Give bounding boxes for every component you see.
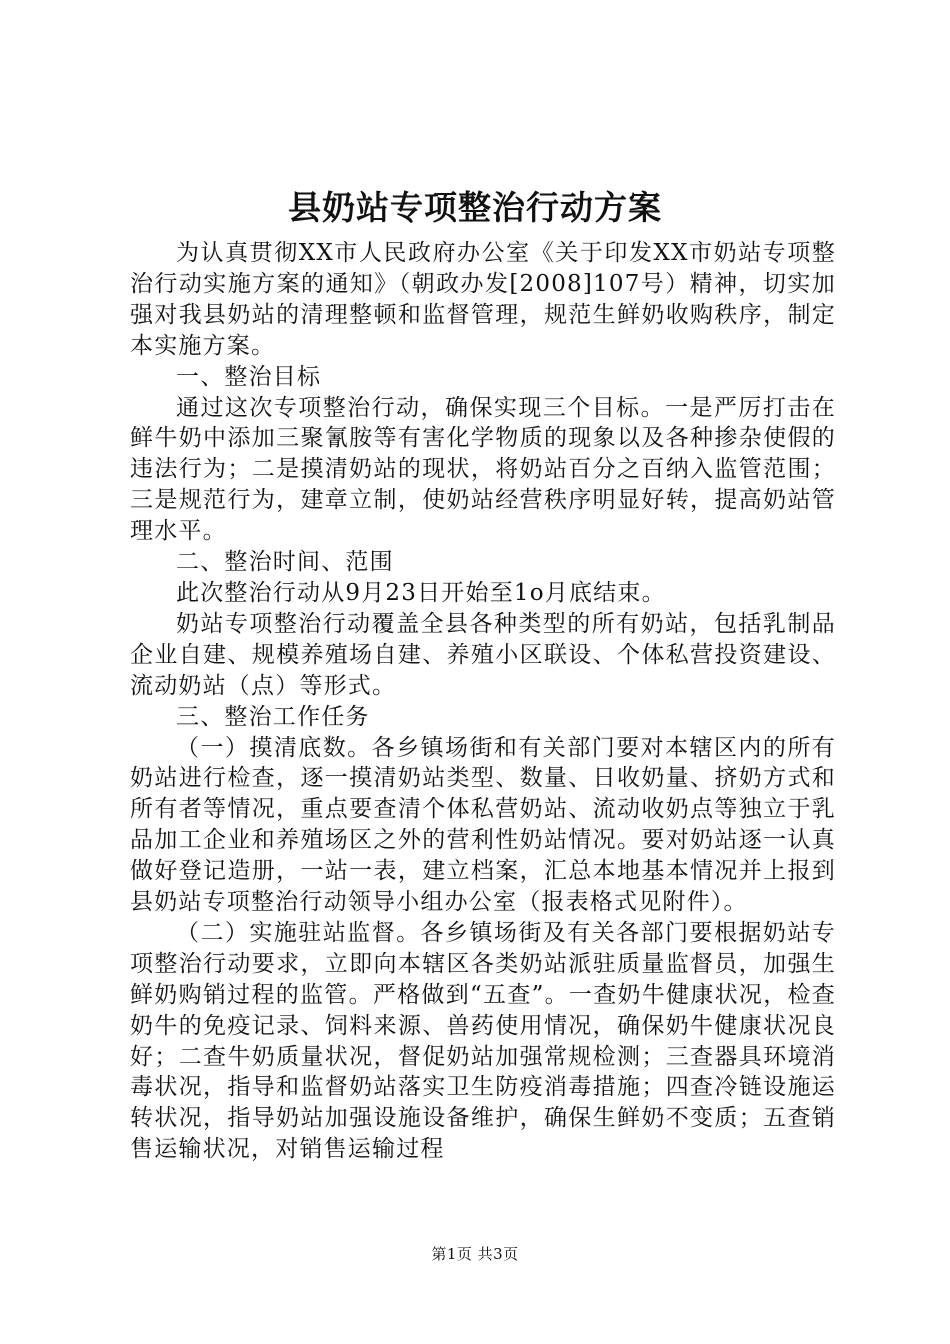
paragraph-intro: 为认真贯彻XX市人民政府办公室《关于印发XX市奶站专项整治行动实施方案的通知》（朝政办发[2008]107号）精神，切实加强对我县奶站的清理整顿和监督管理，规范生鲜奶收购秩序，制定本实施方案。: [130, 240, 836, 359]
section-heading-time-scope: 二、整治时间、范围: [176, 549, 394, 576]
section-heading-tasks: 三、整治工作任务: [176, 703, 370, 730]
paragraph-goals: 通过这次专项整治行动，确保实现三个目标。一是严厉打击在鲜牛奶中添加三聚氰胺等有害化学物质的现象以及各种掺杂使假的违法行为；二是摸清奶站的现状，将奶站百分之百纳入监管范围；三是规范行为，建章立制，使奶站经营秩序明显好转，提高奶站管理水平。: [130, 394, 836, 545]
section-heading-goals: 一、整治目标: [176, 363, 322, 390]
paragraph-scope: 奶站专项整治行动覆盖全县各种类型的所有奶站，包括乳制品企业自建、规模养殖场自建、养殖小区联设、个体私营投资建设、流动奶站（点）等形式。: [130, 610, 836, 699]
document-title: 县奶站专项整治行动方案: [288, 188, 662, 227]
paragraph-time: 此次整治行动从9月23日开始至1o月底结束。: [176, 579, 666, 606]
paragraph-task-2: （二）实施驻站监督。各乡镇场街及有关各部门要根据奶站专项整治行动要求，立即向本辖区各类奶站派驻质量监督员，加强生鲜奶购销过程的监管。严格做到“五查”。一查奶牛健康状况，检查奶牛的免疫记录、饲料来源、兽药使用情况，确保奶牛健康状况良好；二查牛奶质量状况，督促奶站加强常规检测；三查器具环境消毒状况，指导和监督奶站落实卫生防疫消毒措施；四查冷链设施运转状况，指导奶站加强设施设备维护，确保生鲜奶不变质；五查销售运输状况，对销售运输过程: [130, 919, 836, 1163]
page-indicator: 第1页 共3页: [431, 1245, 519, 1263]
paragraph-task-1: （一）摸清底数。各乡镇场街和有关部门要对本辖区内的所有奶站进行检查，逐一摸清奶站类型、数量、日收奶量、挤奶方式和所有者等情况，重点要查清个体私营奶站、流动收奶点等独立于乳品加工企业和养殖场区之外的营利性奶站情况。要对奶站逐一认真做好登记造册，一站一表，建立档案，汇总本地基本情况并上报到县奶站专项整治行动领导小组办公室（报表格式见附件）。: [130, 734, 836, 916]
document-body: [130, 238, 836, 1165]
